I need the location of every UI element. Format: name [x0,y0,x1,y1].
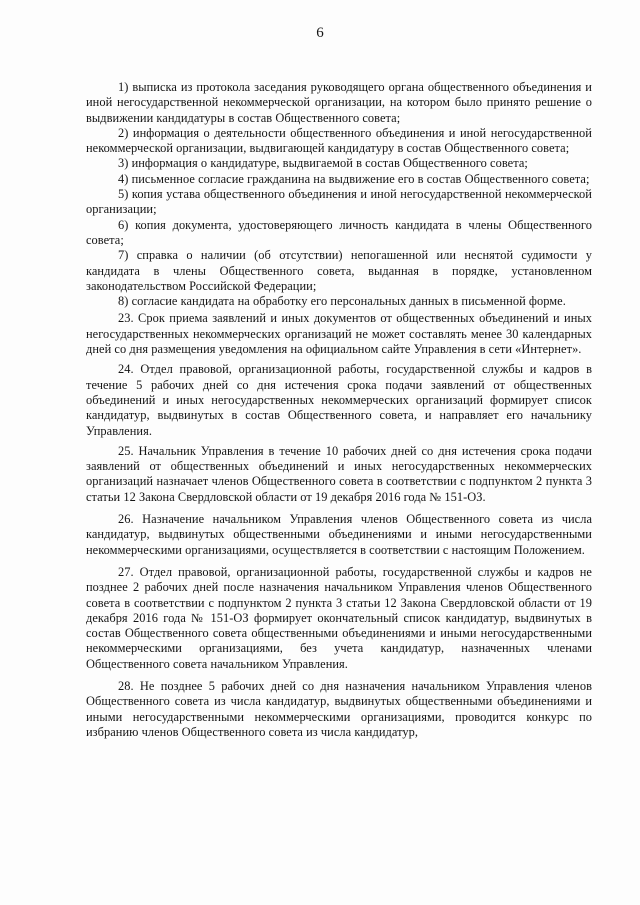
paragraph-27: 27. Отдел правовой, организационной работы, государственной службы и кадров не позднее 2 рабочих дней после назначения начальником Управления членов Общественного совета в соответствии с подпунктом 2 пункта 3 статьи 12 Закона Свердловской области от 19 декабря 2016 года № 151-ОЗ формирует окончательный список кандидатур, выдвинутых в состав Общественного совета общественными объединениями и иными негосударственными некоммерческими организациями, без учета кандидатур, назначенных членами Общественного совета начальником Управления. [86,564,592,671]
paragraph-item-2: 2) информация о деятельности общественного объединения и иной негосударственной некоммерческой организации, выдвигающей кандидатуру в состав Общественного совета; [86,125,592,156]
paragraph-26: 26. Назначение начальником Управления членов Общественного совета из числа кандидатур, выдвинутых общественными объединениями и иными негосударственными некоммерческими организациями, осуществляется в соответствии с настоящим Положением. [86,512,592,557]
paragraph-item-6: 6) копия документа, удостоверяющего личность кандидата в члены Общественного совета; [86,217,592,247]
paragraph-28: 28. Не позднее 5 рабочих дней со дня назначения начальником Управления членов Общественного совета из числа кандидатур, выдвинутых общественными объединениями и иными негосударственными некоммерческими организациями, проводится конкурс по избранию членов Общественного совета из числа кандидатур, [86,678,592,739]
paragraph-23: 23. Срок приема заявлений и иных документов от общественных объединений и иных негосударственных некоммерческих организаций не может составлять менее 30 календарных дней со дня размещения уведомления на официальном сайте Управления в сети «Интернет». [86,311,592,357]
paragraph-item-7: 7) справка о наличии (об отсутствии) непогашенной или неснятой судимости у кандидата в члены Общественного совета, выданная в порядке, установленном законодательством Российской Федерации; [86,248,592,293]
page-number: 6 [316,25,324,41]
paragraph-24: 24. Отдел правовой, организационной работы, государственной службы и кадров в течение 5 рабочих дней со дня истечения срока подачи заявлений от общественных объединений и иных негосударственных некоммерческих организаций формирует список кандидатур, выдвинутых в состав Общественного совета, и направляет его начальнику Управления. [86,362,592,438]
paragraph-item-3: 3) информация о кандидатуре, выдвигаемой в состав Общественного совета; [118,156,528,171]
paragraph-item-1: 1) выписка из протокола заседания руководящего органа общественного объединения и иной негосударственной некоммерческой организации, на котором было принято решение о выдвижении кандидатуры в состав Общественного совета; [86,80,592,125]
paragraph-item-5: 5) копия устава общественного объединения и иной негосударственной некоммерческой организации; [86,187,592,217]
paragraph-item-4: 4) письменное согласие гражданина на выдвижение его в состав Общественного совета; [118,171,590,186]
paragraph-25: 25. Начальник Управления в течение 10 рабочих дней со дня истечения срока подачи заявлений от общественных объединений и иных негосударственных некоммерческих организаций назначает членов Общественного совета в соответствии с подпунктом 2 пункта 3 статьи 12 Закона Свердловской области от 19 декабря 2016 года № 151-ОЗ. [86,443,592,504]
paragraph-item-8: 8) согласие кандидата на обработку его персональных данных в письменной форме. [118,294,566,309]
document-body [86,80,592,740]
